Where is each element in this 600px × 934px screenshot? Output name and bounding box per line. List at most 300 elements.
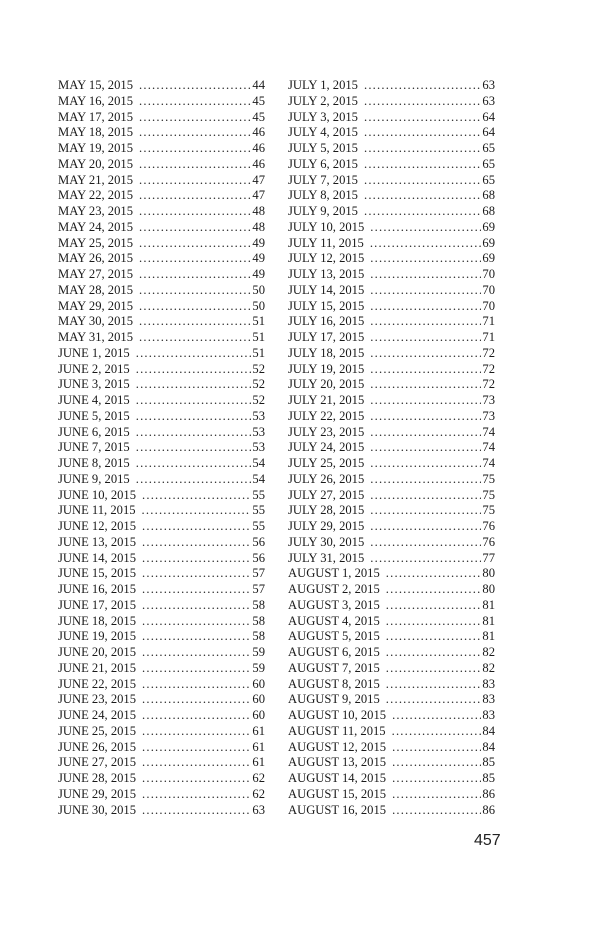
entry-page-number: 63 xyxy=(482,93,495,108)
dot-leader xyxy=(370,236,482,252)
entry-page-number: 61 xyxy=(252,723,265,738)
dot-leader xyxy=(142,629,251,645)
entry-date: MAY 26, 2015 xyxy=(58,251,133,266)
dot-leader xyxy=(142,724,251,740)
dot-leader xyxy=(139,330,251,346)
dot-leader xyxy=(370,283,481,299)
entry-date: MAY 20, 2015 xyxy=(58,156,133,171)
entry-date: AUGUST 4, 2015 xyxy=(288,613,380,628)
index-entry xyxy=(288,692,495,708)
entry-date: MAY 31, 2015 xyxy=(58,330,133,344)
entry-date: AUGUST 12, 2015 xyxy=(288,739,387,754)
entry-page-number: 71 xyxy=(482,330,495,344)
entry-page-number: 52 xyxy=(252,377,265,392)
entry-page-number: 86 xyxy=(482,802,495,817)
entry-date: JUNE 1, 2015 xyxy=(58,345,130,360)
entry-page-number: 56 xyxy=(252,534,265,549)
index-entry xyxy=(58,535,265,551)
dot-leader xyxy=(142,787,251,803)
entry-date: AUGUST 8, 2015 xyxy=(288,676,380,691)
dot-leader xyxy=(370,346,481,362)
entry-page-number: 45 xyxy=(252,109,265,124)
entry-date: JULY 12, 2015 xyxy=(288,251,365,266)
entry-page-number: 76 xyxy=(482,534,495,549)
entry-date: JUNE 24, 2015 xyxy=(58,708,137,722)
index-entry xyxy=(58,740,265,756)
index-entry xyxy=(58,267,265,283)
index-entry xyxy=(58,125,265,141)
dot-leader xyxy=(139,141,251,157)
index-entry xyxy=(58,488,265,504)
dot-leader xyxy=(370,503,481,519)
dot-leader xyxy=(136,456,252,472)
entry-page-number: 54 xyxy=(252,456,265,470)
index-entry xyxy=(288,724,495,740)
dot-leader xyxy=(142,614,251,630)
entry-date: JUNE 26, 2015 xyxy=(58,739,137,754)
entry-date: JULY 8, 2015 xyxy=(288,188,358,203)
entry-page-number: 46 xyxy=(252,156,265,171)
entry-page-number: 60 xyxy=(252,676,265,691)
entry-date: AUGUST 14, 2015 xyxy=(288,771,387,785)
entry-date: MAY 15, 2015 xyxy=(58,78,133,92)
entry-date: JUNE 18, 2015 xyxy=(58,613,137,628)
entry-page-number: 48 xyxy=(252,219,265,234)
dot-leader xyxy=(370,267,481,283)
entry-date: JULY 2, 2015 xyxy=(288,93,358,108)
entry-page-number: 51 xyxy=(252,314,265,329)
entry-date: JUNE 30, 2015 xyxy=(58,802,137,817)
entry-page-number: 75 xyxy=(482,487,495,502)
dot-leader xyxy=(364,157,481,173)
index-entry xyxy=(58,566,265,582)
entry-page-number: 85 xyxy=(482,755,495,770)
index-entry xyxy=(288,125,495,141)
entry-page-number: 83 xyxy=(482,708,495,722)
index-entry xyxy=(58,598,265,614)
entry-page-number: 44 xyxy=(252,78,265,92)
dot-leader xyxy=(364,173,481,189)
entry-page-number: 74 xyxy=(482,424,495,439)
entry-page-number: 47 xyxy=(252,172,265,187)
entry-date: JULY 22, 2015 xyxy=(288,408,365,423)
dot-leader xyxy=(392,803,481,819)
entry-page-number: 53 xyxy=(252,424,265,439)
dot-leader xyxy=(142,755,251,771)
entry-date: JUNE 5, 2015 xyxy=(58,408,130,423)
entry-date: JUNE 7, 2015 xyxy=(58,440,130,455)
entry-page-number: 45 xyxy=(252,93,265,108)
dot-leader xyxy=(142,582,251,598)
entry-page-number: 69 xyxy=(482,235,495,250)
index-entry xyxy=(58,362,265,378)
index-entry xyxy=(288,236,495,252)
index-entry xyxy=(288,110,495,126)
dot-leader xyxy=(142,677,251,693)
index-entry xyxy=(58,204,265,220)
entry-date: JUNE 6, 2015 xyxy=(58,424,130,439)
dot-leader xyxy=(392,787,481,803)
entry-page-number: 81 xyxy=(482,629,495,644)
entry-date: JULY 20, 2015 xyxy=(288,377,365,392)
dot-leader xyxy=(136,409,252,425)
entry-page-number: 68 xyxy=(482,204,495,218)
entry-date: JULY 3, 2015 xyxy=(288,109,358,124)
entry-date: JULY 29, 2015 xyxy=(288,519,365,533)
dot-leader xyxy=(370,314,481,330)
index-column-left xyxy=(58,78,265,818)
entry-date: MAY 30, 2015 xyxy=(58,314,133,329)
entry-date: JUNE 11, 2015 xyxy=(58,503,136,518)
entry-date: MAY 21, 2015 xyxy=(58,172,133,187)
entry-page-number: 69 xyxy=(482,219,495,234)
entry-date: AUGUST 7, 2015 xyxy=(288,660,380,675)
index-entry xyxy=(58,614,265,630)
entry-date: JULY 10, 2015 xyxy=(288,219,365,234)
entry-date: JULY 31, 2015 xyxy=(288,550,365,565)
index-entry xyxy=(58,661,265,677)
entry-date: JULY 5, 2015 xyxy=(288,141,358,155)
entry-page-number: 82 xyxy=(482,660,495,675)
entry-page-number: 62 xyxy=(252,771,265,785)
entry-date: JUNE 20, 2015 xyxy=(58,645,137,659)
index-entry xyxy=(288,472,495,488)
index-entry xyxy=(58,440,265,456)
dot-leader xyxy=(364,204,481,220)
index-entry xyxy=(288,440,495,456)
index-entry xyxy=(288,566,495,582)
dot-leader xyxy=(392,740,481,756)
dot-leader xyxy=(370,519,481,535)
index-entry xyxy=(58,503,265,519)
entry-page-number: 64 xyxy=(482,109,495,124)
entry-date: JULY 11, 2015 xyxy=(288,235,364,250)
dot-leader xyxy=(370,551,481,567)
page-number: 457 xyxy=(474,832,501,849)
index-entry xyxy=(58,188,265,204)
dot-leader xyxy=(142,488,251,504)
entry-date: MAY 28, 2015 xyxy=(58,282,133,297)
entry-date: JULY 7, 2015 xyxy=(288,172,358,187)
index-entry xyxy=(288,503,495,519)
entry-page-number: 53 xyxy=(252,408,265,423)
entry-date: JULY 19, 2015 xyxy=(288,361,365,376)
entry-page-number: 70 xyxy=(482,298,495,313)
entry-date: JULY 6, 2015 xyxy=(288,156,358,171)
index-entry xyxy=(58,629,265,645)
dot-leader xyxy=(136,362,252,378)
entry-page-number: 84 xyxy=(482,739,495,754)
index-entry xyxy=(58,724,265,740)
dot-leader xyxy=(364,94,481,110)
entry-page-number: 49 xyxy=(252,251,265,266)
dot-leader xyxy=(364,110,481,126)
entry-page-number: 47 xyxy=(252,188,265,203)
index-entry xyxy=(288,488,495,504)
entry-page-number: 80 xyxy=(482,566,495,581)
index-entry xyxy=(288,362,495,378)
index-entry xyxy=(58,393,265,409)
dot-leader xyxy=(386,566,482,582)
entry-page-number: 70 xyxy=(482,267,495,281)
index-entry xyxy=(58,787,265,803)
entry-date: JULY 21, 2015 xyxy=(288,393,365,407)
entry-date: JULY 15, 2015 xyxy=(288,298,365,313)
entry-date: JUNE 22, 2015 xyxy=(58,676,137,691)
entry-date: MAY 22, 2015 xyxy=(58,188,133,203)
entry-date: MAY 17, 2015 xyxy=(58,109,133,124)
dot-leader xyxy=(142,598,251,614)
entry-date: JULY 24, 2015 xyxy=(288,440,365,455)
dot-leader xyxy=(136,440,252,456)
entry-page-number: 83 xyxy=(482,676,495,691)
index-entry xyxy=(288,755,495,771)
entry-page-number: 54 xyxy=(252,471,265,486)
index-entry xyxy=(288,94,495,110)
dot-leader xyxy=(386,677,482,693)
entry-date: JUNE 28, 2015 xyxy=(58,771,137,785)
entry-page-number: 63 xyxy=(252,802,265,817)
index-entry xyxy=(288,708,495,724)
index-entry xyxy=(288,787,495,803)
dot-leader xyxy=(370,425,481,441)
index-entry xyxy=(288,141,495,157)
entry-page-number: 81 xyxy=(482,613,495,628)
index-entry xyxy=(58,141,265,157)
entry-date: MAY 27, 2015 xyxy=(58,267,133,281)
index-entry xyxy=(288,740,495,756)
entry-page-number: 69 xyxy=(482,251,495,266)
dot-leader xyxy=(386,629,482,645)
entry-date: AUGUST 13, 2015 xyxy=(288,755,387,770)
index-entry xyxy=(58,771,265,787)
entry-date: AUGUST 16, 2015 xyxy=(288,802,387,817)
index-entry xyxy=(58,78,265,94)
dot-leader xyxy=(136,393,252,409)
index-entry xyxy=(58,425,265,441)
entry-page-number: 46 xyxy=(252,141,265,155)
entry-page-number: 74 xyxy=(482,440,495,455)
dot-leader xyxy=(142,708,251,724)
dot-leader xyxy=(136,377,252,393)
dot-leader xyxy=(386,661,482,677)
entry-page-number: 72 xyxy=(482,361,495,376)
dot-leader xyxy=(364,188,481,204)
index-entry xyxy=(58,251,265,267)
entry-page-number: 63 xyxy=(482,78,495,92)
entry-date: JUNE 21, 2015 xyxy=(58,660,137,675)
dot-leader xyxy=(370,488,481,504)
entry-page-number: 60 xyxy=(252,692,265,707)
index-entry xyxy=(288,393,495,409)
index-entry xyxy=(58,110,265,126)
dot-leader xyxy=(142,503,252,519)
index-entry xyxy=(288,204,495,220)
index-entry xyxy=(288,299,495,315)
entry-date: JULY 4, 2015 xyxy=(288,125,358,140)
entry-date: JUNE 2, 2015 xyxy=(58,361,130,376)
dot-leader xyxy=(370,393,481,409)
entry-date: AUGUST 3, 2015 xyxy=(288,597,380,612)
entry-date: MAY 23, 2015 xyxy=(58,204,133,218)
entry-page-number: 72 xyxy=(482,377,495,392)
entry-date: JULY 26, 2015 xyxy=(288,471,365,486)
index-entry xyxy=(288,330,495,346)
entry-page-number: 53 xyxy=(252,440,265,455)
dot-leader xyxy=(142,566,251,582)
index-entry xyxy=(288,173,495,189)
index-entry xyxy=(58,157,265,173)
entry-date: AUGUST 5, 2015 xyxy=(288,629,380,644)
entry-date: JULY 25, 2015 xyxy=(288,456,365,470)
index-entry xyxy=(288,582,495,598)
index-entry xyxy=(288,78,495,94)
dot-leader xyxy=(370,362,481,378)
entry-date: MAY 16, 2015 xyxy=(58,93,133,108)
index-entry xyxy=(58,299,265,315)
entry-date: JULY 13, 2015 xyxy=(288,267,365,281)
entry-date: JULY 27, 2015 xyxy=(288,487,365,502)
dot-leader xyxy=(386,598,482,614)
dot-leader xyxy=(392,755,481,771)
entry-date: JULY 16, 2015 xyxy=(288,314,365,329)
index-entry xyxy=(58,677,265,693)
entry-page-number: 77 xyxy=(482,550,495,565)
index-column-right xyxy=(288,78,495,818)
entry-page-number: 56 xyxy=(252,550,265,565)
dot-leader xyxy=(139,110,251,126)
entry-date: JUNE 29, 2015 xyxy=(58,786,137,801)
dot-leader xyxy=(139,157,251,173)
entry-date: AUGUST 11, 2015 xyxy=(288,723,386,738)
dot-leader xyxy=(139,188,251,204)
entry-page-number: 75 xyxy=(482,503,495,518)
entry-date: AUGUST 6, 2015 xyxy=(288,645,380,659)
index-entry xyxy=(288,456,495,472)
dot-leader xyxy=(142,771,251,787)
entry-date: JULY 30, 2015 xyxy=(288,534,365,549)
dot-leader xyxy=(139,236,251,252)
dot-leader xyxy=(142,692,251,708)
entry-date: JUNE 23, 2015 xyxy=(58,692,137,707)
entry-date: JULY 28, 2015 xyxy=(288,503,365,518)
entry-page-number: 61 xyxy=(252,755,265,770)
dot-leader xyxy=(139,125,251,141)
entry-date: AUGUST 9, 2015 xyxy=(288,692,380,707)
dot-leader xyxy=(370,440,481,456)
entry-page-number: 73 xyxy=(482,393,495,407)
entry-date: JULY 14, 2015 xyxy=(288,282,365,297)
entry-page-number: 48 xyxy=(252,204,265,218)
dot-leader xyxy=(139,251,251,267)
index-entry xyxy=(288,409,495,425)
entry-date: JULY 18, 2015 xyxy=(288,345,365,360)
entry-page-number: 51 xyxy=(252,330,265,344)
index-entry xyxy=(288,188,495,204)
dot-leader xyxy=(139,314,251,330)
dot-leader xyxy=(139,283,251,299)
index-entry xyxy=(58,582,265,598)
entry-date: JUNE 13, 2015 xyxy=(58,534,137,549)
dot-leader xyxy=(139,78,251,94)
dot-leader xyxy=(139,204,251,220)
dot-leader xyxy=(136,472,252,488)
entry-date: JUNE 16, 2015 xyxy=(58,582,137,596)
entry-page-number: 49 xyxy=(252,267,265,281)
index-entry xyxy=(288,629,495,645)
dot-leader xyxy=(370,472,481,488)
entry-page-number: 62 xyxy=(252,786,265,801)
dot-leader xyxy=(142,661,251,677)
entry-page-number: 83 xyxy=(482,692,495,707)
entry-page-number: 52 xyxy=(252,361,265,376)
dot-leader xyxy=(136,346,252,362)
index-entry xyxy=(58,330,265,346)
index-entry xyxy=(288,771,495,787)
index-entry xyxy=(58,236,265,252)
dot-leader xyxy=(370,330,481,346)
entry-date: JUNE 4, 2015 xyxy=(58,393,130,407)
index-entry xyxy=(58,409,265,425)
entry-page-number: 74 xyxy=(482,456,495,470)
dot-leader xyxy=(370,220,481,236)
entry-page-number: 73 xyxy=(482,408,495,423)
index-entry xyxy=(288,220,495,236)
index-entry xyxy=(288,283,495,299)
entry-page-number: 81 xyxy=(482,597,495,612)
dot-leader xyxy=(386,645,482,661)
index-entry xyxy=(288,314,495,330)
entry-date: JUNE 8, 2015 xyxy=(58,456,130,470)
dot-leader xyxy=(392,724,482,740)
entry-page-number: 61 xyxy=(252,739,265,754)
dot-leader xyxy=(139,94,251,110)
index-entry xyxy=(58,220,265,236)
entry-page-number: 75 xyxy=(482,471,495,486)
entry-date: JULY 9, 2015 xyxy=(288,204,358,218)
entry-date: AUGUST 2, 2015 xyxy=(288,582,380,596)
dot-leader xyxy=(142,535,251,551)
entry-date: JUNE 27, 2015 xyxy=(58,755,137,770)
index-entry xyxy=(58,283,265,299)
dot-leader xyxy=(142,740,251,756)
entry-date: AUGUST 10, 2015 xyxy=(288,708,387,722)
entry-page-number: 55 xyxy=(252,519,265,533)
index-entry xyxy=(58,645,265,661)
entry-page-number: 55 xyxy=(252,503,265,518)
index-entry xyxy=(58,314,265,330)
index-entry xyxy=(58,692,265,708)
entry-date: JUNE 15, 2015 xyxy=(58,566,137,581)
dot-leader xyxy=(142,645,251,661)
entry-date: JUNE 17, 2015 xyxy=(58,597,137,612)
index-entry xyxy=(58,456,265,472)
dot-leader xyxy=(370,409,481,425)
index-entry xyxy=(288,661,495,677)
entry-page-number: 55 xyxy=(252,487,265,502)
entry-page-number: 86 xyxy=(482,786,495,801)
entry-date: AUGUST 15, 2015 xyxy=(288,786,387,801)
entry-page-number: 76 xyxy=(482,519,495,533)
entry-page-number: 46 xyxy=(252,125,265,140)
index-entry xyxy=(58,173,265,189)
index-entry xyxy=(58,755,265,771)
entry-page-number: 58 xyxy=(252,629,265,644)
entry-date: MAY 29, 2015 xyxy=(58,298,133,313)
index-entry xyxy=(58,803,265,819)
dot-leader xyxy=(370,251,481,267)
entry-page-number: 84 xyxy=(482,723,495,738)
